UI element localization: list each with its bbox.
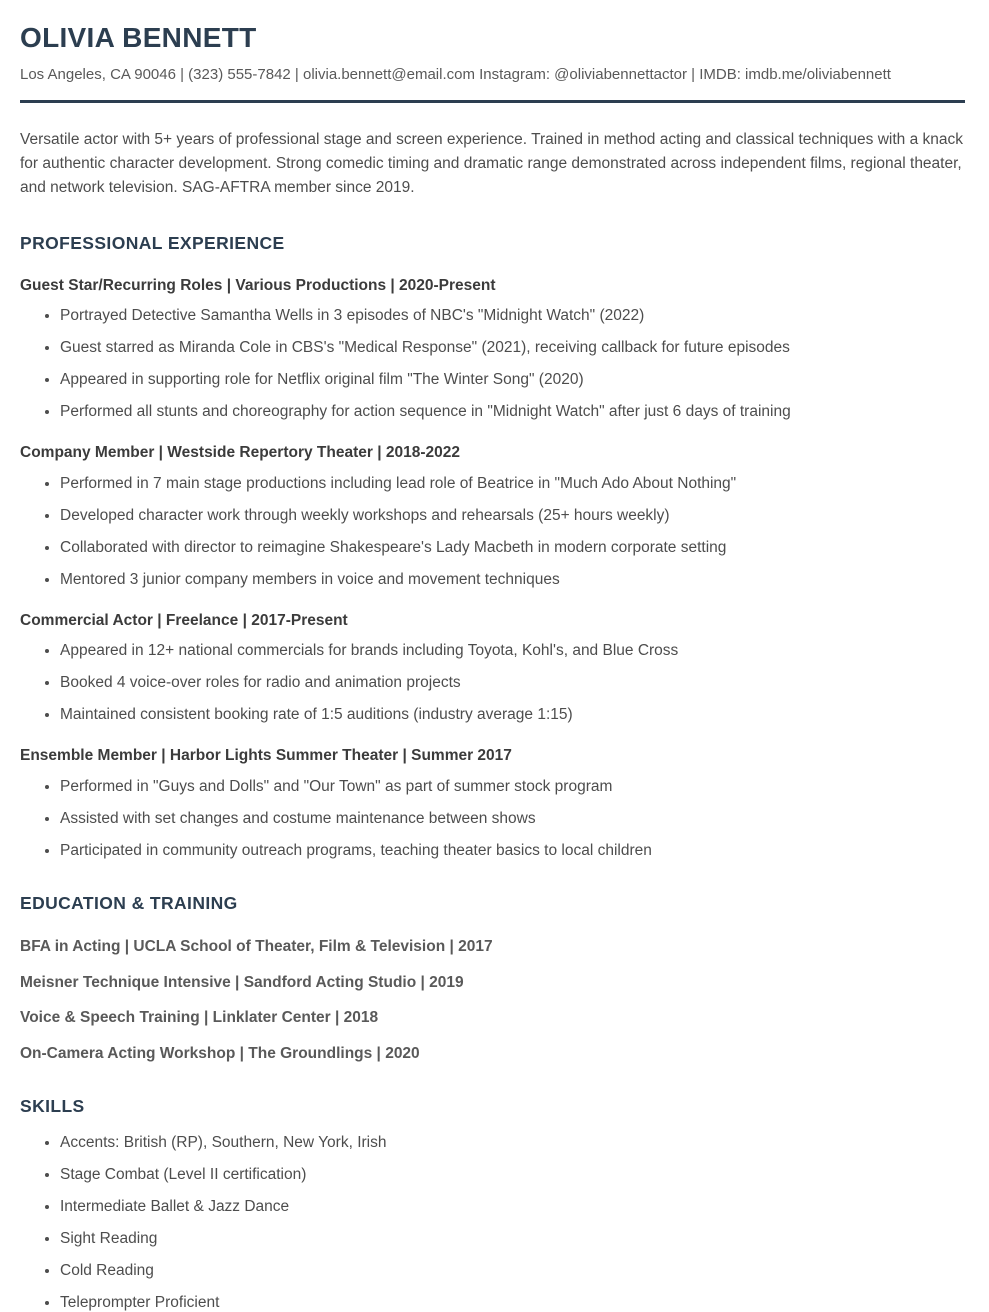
job-title: Commercial Actor | Freelance | 2017-Present xyxy=(20,611,348,629)
job-bullet-list xyxy=(20,306,965,421)
section-heading-experience: PROFESSIONAL EXPERIENCE xyxy=(20,232,285,253)
job-title: Guest Star/Recurring Roles | Various Productions | 2020-Present xyxy=(20,276,496,294)
job-title: Company Member | Westside Repertory Theater | 2018-2022 xyxy=(20,444,460,462)
education-entry: BFA in Acting | UCLA School of Theater, Film & Television | 2017 xyxy=(20,938,493,956)
job-title: Ensemble Member | Harbor Lights Summer Theater | Summer 2017 xyxy=(20,747,512,765)
bullet-item: • Participated in community outreach programs, teaching theater basics to local children xyxy=(60,841,965,860)
bullet-item: • Developed character work through weekly workshops and rehearsals (25+ hours weekly) xyxy=(60,506,965,525)
education-list xyxy=(20,938,965,1063)
bullet-item: • Maintained consistent booking rate of 1:5 auditions (industry average 1:15) xyxy=(60,705,965,724)
bullet-item: • Booked 4 voice-over roles for radio and animation projects xyxy=(60,673,965,692)
summary-text: Versatile actor with 5+ years of professional stage and screen experience. Trained in method acting and classical techniques with a knack for authentic character development. Strong comedic timing and dramatic range demonstrated across independent films, regional theater, and network television. SAG-AFTRA member since 2019. xyxy=(20,130,964,196)
resume-page xyxy=(0,22,989,1312)
job-entry xyxy=(20,747,965,860)
job-bullet-list xyxy=(20,777,965,860)
skill-item: • Stage Combat (Level II certification) xyxy=(60,1165,965,1184)
job-bullet-list xyxy=(20,474,965,589)
education-entry: Meisner Technique Intensive | Sandford Acting Studio | 2019 xyxy=(20,973,464,991)
bullet-item: • Assisted with set changes and costume maintenance between shows xyxy=(60,809,965,828)
bullet-item: • Performed in 7 main stage productions including lead role of Beatrice in "Much Ado About Nothing" xyxy=(60,474,965,493)
header-divider xyxy=(20,100,965,103)
skill-item: • Teleprompter Proficient xyxy=(60,1293,965,1312)
bullet-item: • Performed in "Guys and Dolls" and "Our Town" as part of summer stock program xyxy=(60,777,965,796)
section-heading-education: EDUCATION & TRAINING xyxy=(20,893,238,914)
bullet-item: • Performed all stunts and choreography for action sequence in "Midnight Watch" after just 6 days of training xyxy=(60,402,965,421)
bullet-item: • Portrayed Detective Samantha Wells in 3 episodes of NBC's "Midnight Watch" (2022) xyxy=(60,306,965,325)
bullet-item: • Mentored 3 junior company members in voice and movement techniques xyxy=(60,570,965,589)
education-entry: Voice & Speech Training | Linklater Center | 2018 xyxy=(20,1009,379,1027)
skills-list xyxy=(20,1133,965,1312)
bullet-item: • Appeared in supporting role for Netflix original film "The Winter Song" (2020) xyxy=(60,370,965,389)
section-heading-skills: SKILLS xyxy=(20,1096,85,1117)
job-entry xyxy=(20,612,965,725)
education-entry: On-Camera Acting Workshop | The Groundlings | 2020 xyxy=(20,1044,420,1062)
bullet-item: • Guest starred as Miranda Cole in CBS's "Medical Response" (2021), receiving callback for future episodes xyxy=(60,338,965,357)
skill-item: • Sight Reading xyxy=(60,1229,965,1248)
skill-item: • Accents: British (RP), Southern, New York, Irish xyxy=(60,1133,965,1152)
page-title: OLIVIA BENNETT xyxy=(20,22,257,53)
job-entry xyxy=(20,444,965,589)
job-bullet-list xyxy=(20,641,965,724)
contact-line: Los Angeles, CA 90046 | (323) 555-7842 | olivia.bennett@email.com Instagram: @oliviabennettactor | IMDB: imdb.me/oliviabennett xyxy=(20,66,891,84)
job-entry xyxy=(20,277,965,422)
bullet-item: • Collaborated with director to reimagine Shakespeare's Lady Macbeth in modern corporate setting xyxy=(60,538,965,557)
skill-item: • Intermediate Ballet & Jazz Dance xyxy=(60,1197,965,1216)
skill-item: • Cold Reading xyxy=(60,1261,965,1280)
bullet-item: • Appeared in 12+ national commercials for brands including Toyota, Kohl's, and Blue Cross xyxy=(60,641,965,660)
